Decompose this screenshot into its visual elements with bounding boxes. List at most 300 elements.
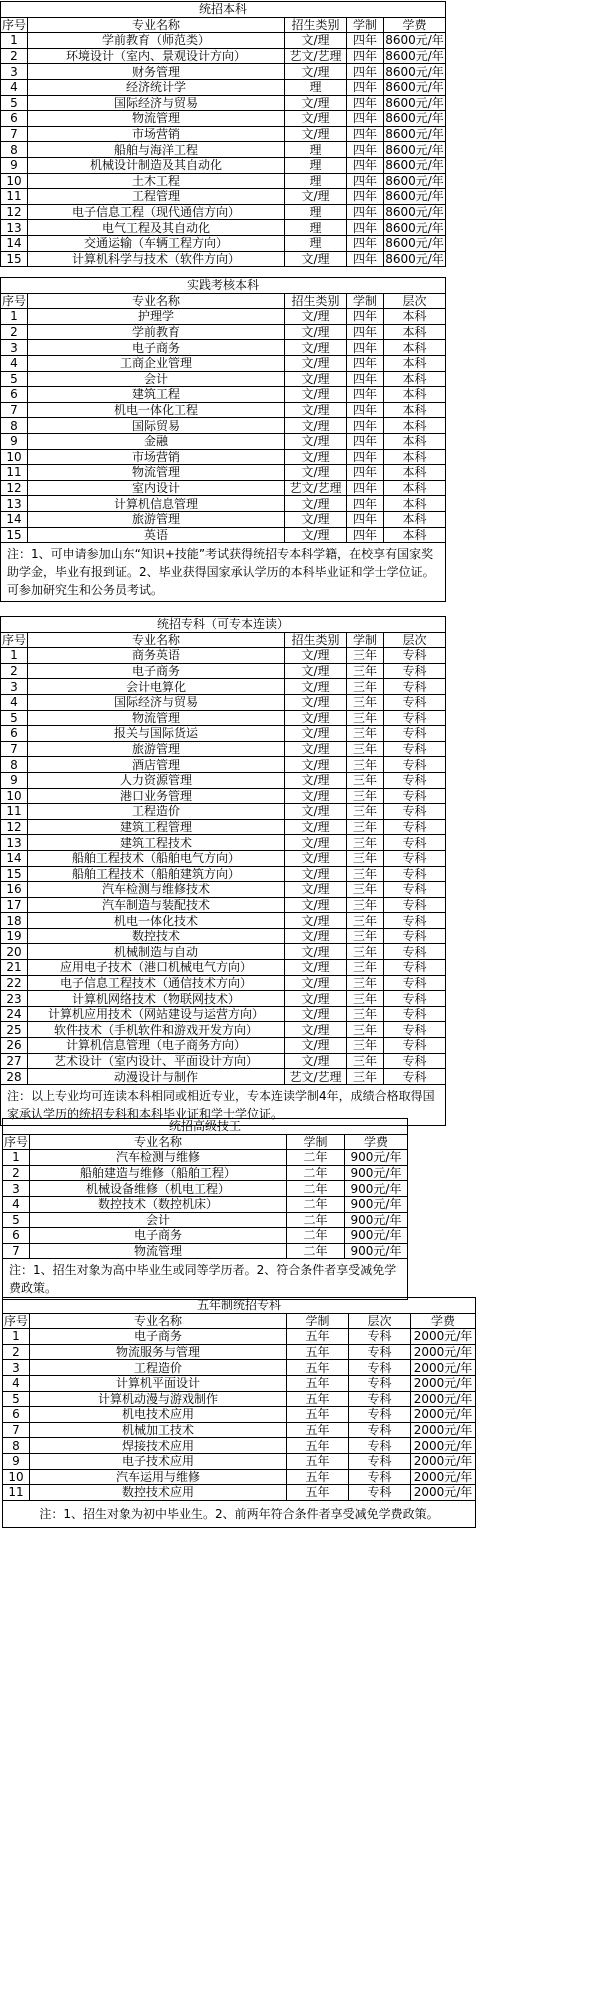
table-row [1,648,446,664]
table-cell: 文/理 [285,402,347,418]
table-cell: 专科 [349,1485,411,1501]
table-cell: 市场营销 [28,126,285,142]
table-cell: 汽车运用与维修 [30,1469,287,1485]
table-cell: 13 [1,496,28,512]
table-row [1,1022,446,1038]
table-cell: 专科 [349,1422,411,1438]
table-cell: 文/理 [285,913,347,929]
table-cell: 9 [1,157,28,173]
table-cell: 商务英语 [28,648,285,664]
table-cell: 本科 [384,449,446,465]
table-cell: 电子技术应用 [30,1453,287,1469]
table-row [1,402,446,418]
table-cell: 专科 [384,772,446,788]
table-cell: 文/理 [285,648,347,664]
table-cell: 6 [3,1228,30,1244]
table-cell: 物流管理 [28,710,285,726]
table-row [1,64,446,80]
note-row [1,543,446,602]
column-header: 学制 [347,17,384,33]
table-cell: 900元/年 [345,1150,408,1166]
table-cell: 专科 [384,975,446,991]
column-header: 招生类别 [285,293,347,309]
table-cell: 数控技术（数控机床） [30,1196,287,1212]
table-cell: 文/理 [285,944,347,960]
table-cell: 26 [1,1038,28,1054]
table-cell: 机电一体化技术 [28,913,285,929]
table-cell: 工程管理 [28,189,285,205]
table-cell: 理 [285,235,347,251]
table-row [3,1469,476,1485]
table-cell: 2 [1,48,28,64]
table-cell: 四年 [347,449,384,465]
table-cell: 动漫设计与制作 [28,1069,285,1085]
table-cell: 4 [1,355,28,371]
table-cell: 金融 [28,433,285,449]
table-cell: 8600元/年 [385,142,444,157]
table-cell: 文/理 [285,975,347,991]
table-cell: 12 [1,204,28,220]
table-cell: 交通运输（车辆工程方向） [28,235,285,251]
table-cell: 三年 [347,850,384,866]
table-cell: 文/理 [285,251,347,267]
table-cell: 专科 [384,882,446,898]
table-cell: 本科 [384,402,446,418]
table-cell: 理 [285,220,347,236]
table-body [1,617,446,1126]
table-cell: 文/理 [285,788,347,804]
table-cell: 27 [1,1053,28,1069]
table-cell: 报关与国际货运 [28,726,285,742]
column-header: 层次 [349,1313,411,1329]
table-cell: 8600元/年 [385,236,444,251]
table-note: 注：1、招生对象为初中毕业生。2、前两年符合条件者享受减免学费政策。 [3,1500,476,1527]
table-cell: 本科 [384,309,446,325]
table-cell: 国际贸易 [28,418,285,434]
table-cell: 3 [3,1360,30,1376]
table-title: 统招本科 [1,2,446,18]
table-cell: 8600元/年 [385,173,444,188]
table-cell: 6 [1,387,28,403]
table-cell: 2000元/年 [411,1360,476,1376]
table-row [1,788,446,804]
table-cell: 酒店管理 [28,757,285,773]
table-cell: 四年 [347,433,384,449]
table-cell: 3 [1,679,28,695]
table-row [1,480,446,496]
table-cell: 四年 [347,355,384,371]
table-cell: 三年 [347,741,384,757]
table-cell: 文/理 [285,960,347,976]
table-row [1,189,446,205]
table-row [1,387,446,403]
table-cell: 三年 [347,1053,384,1069]
table-row [1,251,446,267]
table-cell: 专科 [349,1391,411,1407]
table-cell: 三年 [347,991,384,1007]
table-row [1,309,446,325]
table-cell: 文/理 [285,663,347,679]
table-cell: 文/理 [285,511,347,527]
table-cell: 2000元/年 [411,1329,476,1345]
table-cell: 本科 [384,387,446,403]
table-row [3,1485,476,1501]
table-cell: 工商企业管理 [28,355,285,371]
table-cell: 四年 [347,309,384,325]
table-cell: 三年 [347,1022,384,1038]
table-row [1,142,446,158]
table-cell: 专科 [384,757,446,773]
table-cell: 二年 [287,1150,345,1166]
table-cell: 四年 [347,496,384,512]
table-cell: 1 [1,33,28,49]
table-cell: 三年 [347,866,384,882]
table-cell: 文/理 [285,710,347,726]
table-tongzhao-zhuanke [0,616,446,1126]
table-cell: 文/理 [285,835,347,851]
table-cell: 专科 [384,819,446,835]
table-cell: 人力资源管理 [28,772,285,788]
table-cell: 文/理 [285,819,347,835]
table-cell: 专科 [384,960,446,976]
table-cell: 12 [1,480,28,496]
table-cell: 艺文/艺理 [285,480,347,496]
table-body [3,1119,408,1300]
table-cell: 专科 [384,1069,446,1085]
table-cell: 专科 [384,788,446,804]
table-cell: 计算机平面设计 [30,1375,287,1391]
table-row [1,173,446,189]
table-cell: 艺文/艺理 [285,1069,347,1085]
table-cell: 文/理 [285,850,347,866]
header-row [1,17,446,33]
table-cell: 四年 [347,418,384,434]
table-cell: 文/理 [285,1006,347,1022]
table-title: 实践考核本科 [1,278,446,294]
table-cell: 1 [3,1329,30,1345]
table-row [1,804,446,820]
table-cell: 四年 [347,465,384,481]
table-cell: 五年 [287,1485,349,1501]
table-row [1,449,446,465]
table-cell: 艺文/艺理 [285,48,347,64]
table-cell: 汽车检测与维修技术 [28,882,285,898]
table-row [1,663,446,679]
table-row [1,679,446,695]
table-cell: 文/理 [285,1053,347,1069]
table-cell: 三年 [347,897,384,913]
table-cell: 四年 [347,387,384,403]
table-cell: 物流服务与管理 [30,1344,287,1360]
table-cell: 四年 [347,157,384,173]
header-row [3,1313,476,1329]
table-cell: 文/理 [285,741,347,757]
table-row [1,1069,446,1085]
table-row [1,371,446,387]
table-cell: 8 [1,142,28,158]
table-row [1,694,446,710]
table-cell: 三年 [347,835,384,851]
table-cell: 学前教育（师范类） [28,33,285,49]
table-cell: 电子信息工程技术（通信技术方向） [28,975,285,991]
table-row [3,1150,408,1166]
table-cell: 6 [1,111,28,127]
table-cell: 8600元/年 [385,64,444,79]
table-row [1,511,446,527]
table-cell: 11 [3,1485,30,1501]
table-row [1,866,446,882]
table-cell: 文/理 [285,496,347,512]
table-row [1,79,446,95]
table-cell: 市场营销 [28,449,285,465]
table-row [1,95,446,111]
table-row [1,433,446,449]
table-body [1,278,446,602]
table-body [1,2,446,267]
table-row [1,235,446,251]
table-cell: 三年 [347,1038,384,1054]
table-cell: 四年 [347,220,384,236]
table-cell: 4 [3,1196,30,1212]
table-cell: 旅游管理 [28,741,285,757]
table-cell: 船舶建造与维修（船舶工程） [30,1165,287,1181]
table-cell: 四年 [347,371,384,387]
table-cell: 2000元/年 [411,1453,476,1469]
table-cell: 5 [3,1391,30,1407]
table-cell: 专科 [384,726,446,742]
table-cell: 文/理 [285,991,347,1007]
table-cell: 电子商务 [28,340,285,356]
column-header: 学制 [287,1134,345,1150]
table-row [1,204,446,220]
table-cell: 9 [3,1453,30,1469]
table-cell: 三年 [347,663,384,679]
table-cell: 三年 [347,882,384,898]
column-header: 专业名称 [28,632,285,648]
table-cell: 8600元/年 [385,220,444,235]
table-cell: 汽车检测与维修 [30,1150,287,1166]
table-row [1,757,446,773]
table-cell: 12 [1,819,28,835]
column-header: 学制 [347,632,384,648]
column-header: 招生类别 [285,17,347,33]
table-cell: 15 [1,866,28,882]
table-row [3,1407,476,1423]
table-row [3,1228,408,1244]
table-cell: 文/理 [285,126,347,142]
table-cell: 900元/年 [345,1196,408,1212]
table-cell: 900元/年 [345,1181,408,1197]
table-cell: 会计 [30,1212,287,1228]
table-cell: 7 [3,1422,30,1438]
table-cell: 旅游管理 [28,511,285,527]
table-cell: 7 [1,126,28,142]
table-cell: 物流管理 [28,111,285,127]
table-cell: 机械加工技术 [30,1422,287,1438]
table-cell: 文/理 [285,64,347,80]
table-cell: 7 [3,1243,30,1259]
table-cell: 五年 [287,1344,349,1360]
table-cell: 物流管理 [28,465,285,481]
table-cell: 本科 [384,340,446,356]
table-cell: 文/理 [285,189,347,205]
table-cell: 计算机信息管理 [28,496,285,512]
table-cell: 电子商务 [28,663,285,679]
table-cell: 5 [1,710,28,726]
table-cell: 四年 [347,189,384,205]
table-cell: 三年 [347,960,384,976]
table-cell: 专科 [384,663,446,679]
table-cell: 1 [3,1150,30,1166]
table-cell: 专科 [349,1375,411,1391]
table-cell: 8600元/年 [385,189,444,204]
table-cell: 财务管理 [28,64,285,80]
table-cell: 五年 [287,1469,349,1485]
table-row [1,33,446,49]
table-cell: 四年 [347,251,384,267]
table-cell: 三年 [347,804,384,820]
table-cell: 会计电算化 [28,679,285,695]
table-row [3,1391,476,1407]
table-cell: 本科 [384,480,446,496]
table-cell: 8600元/年 [385,80,444,95]
table-cell: 电气工程及其自动化 [28,220,285,236]
table-cell: 21 [1,960,28,976]
table-cell: 计算机动漫与游戏制作 [30,1391,287,1407]
table-row [1,111,446,127]
table-note: 注：1、招生对象为高中毕业生或同等学历者。2、符合条件者享受减免学费政策。 [3,1259,408,1300]
table-cell: 14 [1,235,28,251]
table-row [1,324,446,340]
table-cell: 4 [1,694,28,710]
table-cell: 环境设计（室内、景观设计方向） [28,48,285,64]
table-cell: 文/理 [285,726,347,742]
table-cell: 20 [1,944,28,960]
table-cell: 文/理 [285,757,347,773]
table-cell: 专科 [384,804,446,820]
table-cell: 5 [1,95,28,111]
table-cell: 机械设备维修（机电工程） [30,1181,287,1197]
table-cell: 11 [1,189,28,205]
table-row [1,465,446,481]
table-row [1,157,446,173]
table-cell: 本科 [384,433,446,449]
column-header: 序号 [1,632,26,647]
table-cell: 三年 [347,726,384,742]
table-cell: 三年 [347,1069,384,1085]
table-cell: 二年 [287,1181,345,1197]
table-cell: 机电技术应用 [30,1407,287,1423]
table-cell: 四年 [347,204,384,220]
table-cell: 3 [3,1181,30,1197]
table-cell: 10 [1,449,28,465]
table-row [3,1438,476,1454]
table-cell: 船舶工程技术（船舶电气方向） [28,850,285,866]
table-row [3,1360,476,1376]
table-cell: 五年 [287,1329,349,1345]
table-row [1,741,446,757]
table-cell: 四年 [347,173,384,189]
table-cell: 三年 [347,944,384,960]
column-header: 专业名称 [30,1313,287,1329]
table-cell: 机械设计制造及其自动化 [28,157,285,173]
table-row [1,1038,446,1054]
table-cell: 8 [3,1438,30,1454]
table-cell: 专科 [349,1438,411,1454]
note-row [3,1500,476,1527]
table-cell: 四年 [347,79,384,95]
table-cell: 8600元/年 [385,205,444,220]
table-cell: 文/理 [285,928,347,944]
table-cell: 船舶工程技术（船舶建筑方向） [28,866,285,882]
table-cell: 专科 [384,679,446,695]
table-cell: 7 [1,402,28,418]
table-wunianzhi-zhuanke [2,1297,476,1528]
table-cell: 五年 [287,1422,349,1438]
table-cell: 本科 [384,465,446,481]
table-cell: 专科 [349,1469,411,1485]
table-cell: 专科 [349,1407,411,1423]
table-cell: 专科 [384,913,446,929]
table-cell: 计算机应用技术（网站建设与运营方向） [28,1006,285,1022]
table-cell: 本科 [384,511,446,527]
table-cell: 3 [1,64,28,80]
table-cell: 6 [1,726,28,742]
table-note: 注：1、可申请参加山东“知识+技能”考试获得统招专本科学籍，在校享有国家奖助学金，毕业有报到证。2、毕业获得国家承认学历的本科毕业证和学士学位证。可参加研究生和公务员考试。 [1,543,446,602]
table-cell: 文/理 [285,694,347,710]
table-cell: 电子信息工程（现代通信方向） [28,204,285,220]
table-cell: 专科 [349,1344,411,1360]
table-row [3,1212,408,1228]
table-cell: 文/理 [285,111,347,127]
table-cell: 8600元/年 [385,251,444,266]
table-row [3,1422,476,1438]
table-cell: 文/理 [285,433,347,449]
table-row [1,418,446,434]
table-cell: 8600元/年 [385,158,444,173]
table-cell: 2 [3,1344,30,1360]
header-row [3,1134,408,1150]
table-cell: 建筑工程管理 [28,819,285,835]
table-cell: 5 [3,1212,30,1228]
column-header: 专业名称 [28,293,285,309]
table-cell: 本科 [384,371,446,387]
table-cell: 数控技术应用 [30,1485,287,1501]
table-cell: 四年 [347,142,384,158]
table-cell: 文/理 [285,95,347,111]
table-cell: 四年 [347,235,384,251]
table-cell: 软件技术（手机软件和游戏开发方向） [28,1022,285,1038]
table-cell: 经济统计学 [28,79,285,95]
table-cell: 2000元/年 [411,1391,476,1407]
table-cell: 22 [1,975,28,991]
table-cell: 四年 [347,402,384,418]
table-cell: 2000元/年 [411,1407,476,1423]
table-body [3,1298,476,1528]
table-cell: 二年 [287,1196,345,1212]
table-cell: 四年 [347,95,384,111]
table-cell: 本科 [384,496,446,512]
table-cell: 三年 [347,694,384,710]
table-cell: 23 [1,991,28,1007]
table-cell: 10 [1,788,28,804]
table-cell: 五年 [287,1453,349,1469]
table-cell: 本科 [384,418,446,434]
table-cell: 专科 [384,710,446,726]
table-cell: 10 [1,173,28,189]
table-cell: 2000元/年 [411,1438,476,1454]
column-header: 学制 [347,293,384,309]
